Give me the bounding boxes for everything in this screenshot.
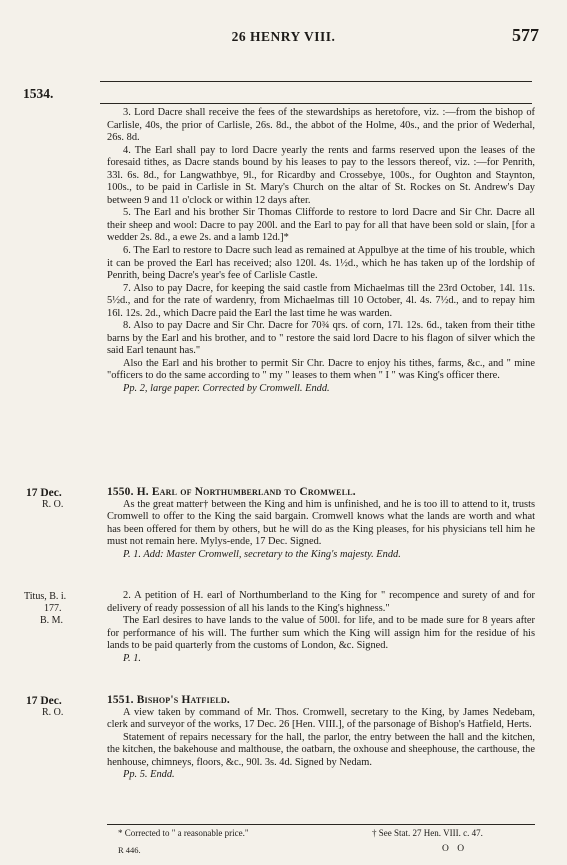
footnote: * Corrected to " a reasonable price." bbox=[118, 828, 249, 838]
footnote-rule bbox=[107, 824, 535, 825]
entry-date: 17 Dec. bbox=[26, 695, 62, 707]
year-marker: 1534. bbox=[23, 86, 54, 101]
header-rule-top bbox=[100, 81, 532, 82]
sub-source-line: 177. bbox=[44, 603, 62, 614]
sub-source-line: B. M. bbox=[40, 615, 64, 626]
paragraph: 6. The Earl to restore to Dacre such lead as remained at Appulbye at the time of his trouble, which it can be proved the Earl has received; also 120l. 4s. 1½d., which he has taken up of the lordship of Penrith, being Dacre's year's fee of Carlisle Castle. bbox=[107, 245, 535, 282]
paragraph: 4. The Earl shall pay to lord Dacre yearly the rents and farms reserved upon the leases of the foresaid tithes, as Dacre stands bound by his leases to pay to the lessors thereof, viz. :—for Penrith, 33l. 6s. 8d., for Langwathbye, 9l., for Ricardby and Crossebye, 100s., for Oughton and Staynton, 100s., to be paid in Carlisle in St. Mary's Church on the altar of St. Rockes on St. Andrew's Day between 9 and 11 o'clock or within 12 days after. bbox=[107, 144, 535, 206]
paragraph: The Earl desires to have lands to the value of 500l. for life, and to be made sure for 8 years after for performance of his will. The further sum which the King will assign him for the residue of his lands to be paid quarterly from the customs of London, &c. Signed. bbox=[107, 615, 535, 652]
entry-1550-body bbox=[107, 486, 535, 561]
entry-date: 17 Dec. bbox=[26, 487, 62, 499]
paragraph: 5. The Earl and his brother Sir Thomas Clifforde to restore to lord Dacre and Sir Chr. Dacre all their sheep and wool: Dacre to pay 200l. and the Earl to pay for all that have been sold or slain, [for a wedder 2s. 8d., a ewe 2s. and a lamb 12d.]* bbox=[107, 207, 535, 244]
header-rule-bottom bbox=[100, 103, 532, 104]
entry-footer: Pp. 5. Endd. bbox=[123, 769, 175, 781]
footnote: † See Stat. 27 Hen. VIII. c. 47. bbox=[372, 828, 483, 838]
entry-source: R. O. bbox=[42, 707, 64, 718]
paragraph: Also the Earl and his brother to permit Sir Chr. Dacre to enjoy his tithes, farms, &c., and " mine "officers to do the same according to " my " leases to them when " I " was King's officer there. bbox=[107, 357, 535, 382]
paragraph: As the great matter† between the King and him is unfinished, and he is too ill to attend to it, trusts Cromwell to offer to the King the said bargain. Cromwell knows what the lands are worth and what has been offered for them by others, but he will do as the King pleases, for his physicians tell him he must not remain here. Mylys-ende, 17 Dec. Signed. bbox=[107, 498, 535, 548]
paragraph: A view taken by command of Mr. Thos. Cromwell, secretary to the King, by James Nedebam, clerk and surveyor of the works, 17 Dec. 26 [Hen. VIII.], of the parsonage of Bishop's Hatfield, Herts. bbox=[107, 706, 535, 731]
entry-1534-body bbox=[107, 107, 535, 396]
entry-1551-body bbox=[107, 694, 535, 782]
entry-heading bbox=[107, 486, 535, 499]
entry-title: H. Earl of Northumberland to Cromwell. bbox=[136, 486, 356, 498]
paragraph: 8. Also to pay Dacre and Sir Chr. Dacre for 70¾ qrs. of corn, 17l. 12s. 6d., taken from their tithe barns by the Earl and his brother, and to " restore the said lord Dacre to his flagon of silver which the said Earl tenaunt has." bbox=[107, 320, 535, 357]
entry-heading bbox=[107, 694, 535, 707]
printer-signature-mark: O O bbox=[442, 844, 468, 854]
entry-source: R. O. bbox=[42, 499, 64, 510]
entry-title: Bishop's Hatfield. bbox=[136, 694, 230, 706]
entry-1550-sub-margin bbox=[24, 591, 94, 627]
sub-source-line: Titus, B. i. bbox=[24, 591, 67, 602]
entry-1550-margin bbox=[26, 487, 96, 511]
entry-number: 1550. bbox=[107, 486, 134, 498]
footnotes bbox=[0, 824, 567, 855]
paragraph: Statement of repairs necessary for the hall, the parlor, the entry between the hall and the kitchen, the kitchen, the bakehouse and malthouse, the oatbarn, the oxhouse and sheephouse, the carthouse, the henhouse, chimneys, floors, &c., 90l. 3s. 4d. Signed by Nedam. bbox=[107, 731, 535, 768]
entry-footer: P. 1. bbox=[123, 652, 141, 664]
entry-footer: Pp. 2, large paper. Corrected by Cromwell. Endd. bbox=[123, 383, 330, 395]
running-header-title: 26 HENRY VIII. bbox=[231, 29, 336, 44]
paragraph: 2. A petition of H. earl of Northumberland to the King for " recompence and surety of and for delivery of ready possession of all his lands to the King's highness." bbox=[107, 590, 535, 614]
entry-footer: P. 1. Add: Master Cromwell, secretary to the King's majesty. Endd. bbox=[123, 548, 401, 560]
printer-signature: R 446. bbox=[118, 845, 141, 855]
entry-number: 1551. bbox=[107, 694, 134, 706]
entry-1551-margin bbox=[26, 695, 96, 719]
paragraph: 3. Lord Dacre shall receive the fees of the stewardships as heretofore, viz. :—from the bishop of Carlisle, 40s, the prior of Carlisle, 26s. 8d., the abbot of the Holme, 40s., and the prior of Wederhal, 26s. 8d. bbox=[107, 107, 535, 144]
entry-1550-sub-body bbox=[107, 590, 535, 665]
paragraph: 7. Also to pay Dacre, for keeping the said castle from Michaelmas till the 23rd October, 14l. 11s. 5½d., and for the rate of wardenry, from Michaelmas till 10 October, 4l. 4s. 7½d., and to repay him 16l. 12s. 2d., which Dacre paid the Earl the last time he was warden. bbox=[107, 282, 535, 319]
page-number: 577 bbox=[512, 25, 539, 45]
